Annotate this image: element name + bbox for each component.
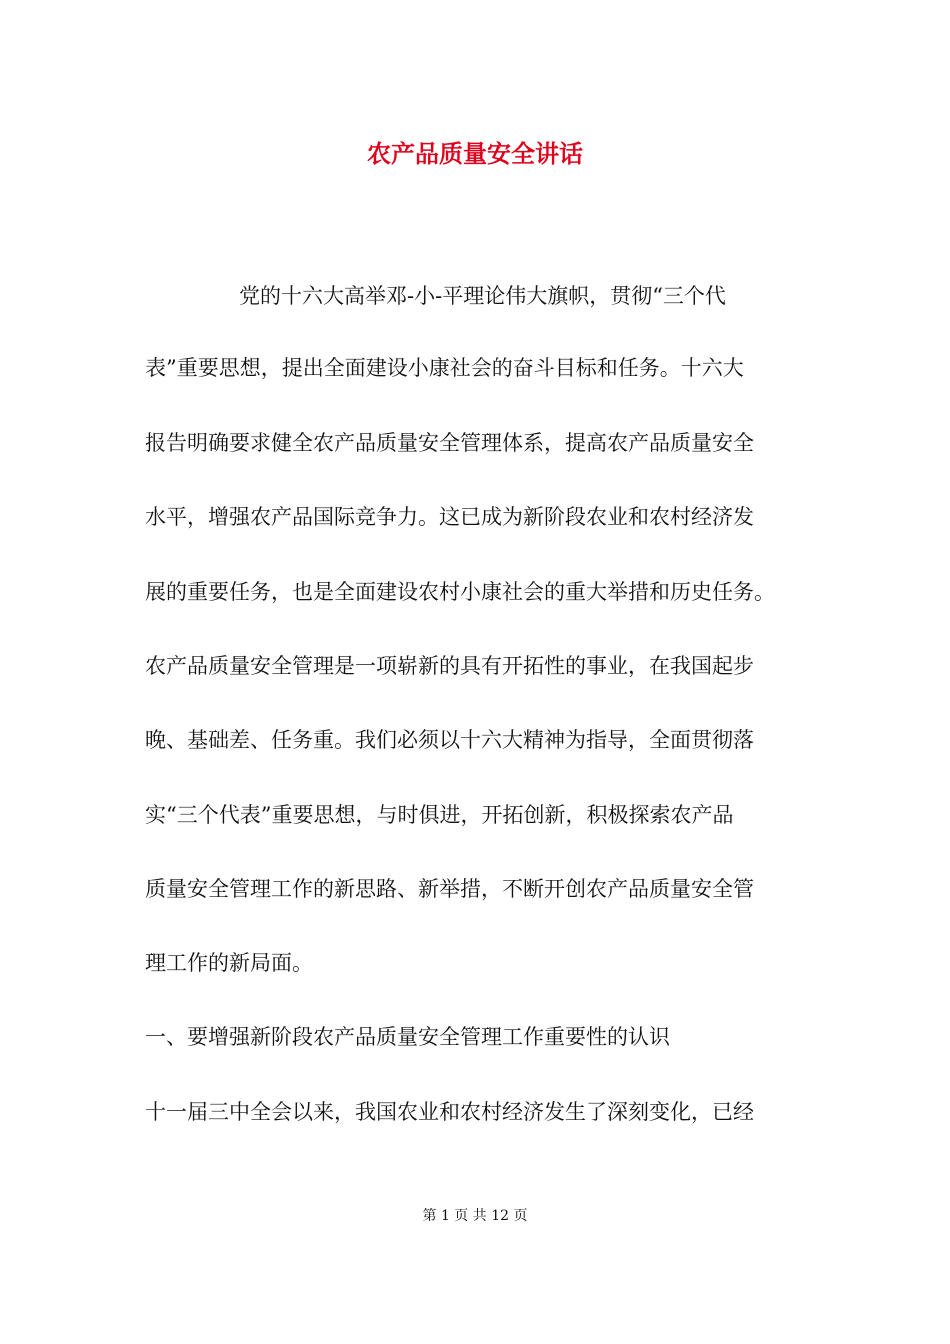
body-line-4: 水平，增强农产品国际竞争力。这已成为新阶段农业和农村经济发 [145, 505, 754, 529]
section-heading-1: 一、要增强新阶段农产品质量安全管理工作重要性的认识 [145, 1025, 670, 1049]
body-line-3: 报告明确要求健全农产品质量安全管理体系，提高农产品质量安全 [145, 431, 754, 455]
page-footer: 第 1 页 共 12 页 [422, 1208, 528, 1224]
body-line-8: 实“三个代表”重要思想，与时俱进，开拓创新，积极探索农产品 [145, 803, 734, 827]
body-line-1: 党的十六大高举邓-小-平理论伟大旗帜，贯彻“三个代 [239, 284, 726, 308]
body-line-2: 表”重要思想，提出全面建设小康社会的奋斗目标和任务。十六大 [145, 356, 744, 380]
body-line-10: 理工作的新局面。 [145, 951, 313, 975]
document-title: 农产品质量安全讲话 [367, 139, 583, 168]
body-line-5: 展的重要任务，也是全面建设农村小康社会的重大举措和历史任务。 [145, 580, 775, 604]
body-line-7: 晚、基础差、任务重。我们必须以十六大精神为指导，全面贯彻落 [145, 728, 754, 752]
body-line-12: 十一届三中全会以来，我国农业和农村经济发生了深刻变化，已经 [145, 1100, 754, 1124]
body-line-6: 农产品质量安全管理是一项崭新的具有开拓性的事业，在我国起步 [145, 654, 754, 678]
body-line-9: 质量安全管理工作的新思路、新举措，不断开创农产品质量安全管 [145, 877, 754, 901]
